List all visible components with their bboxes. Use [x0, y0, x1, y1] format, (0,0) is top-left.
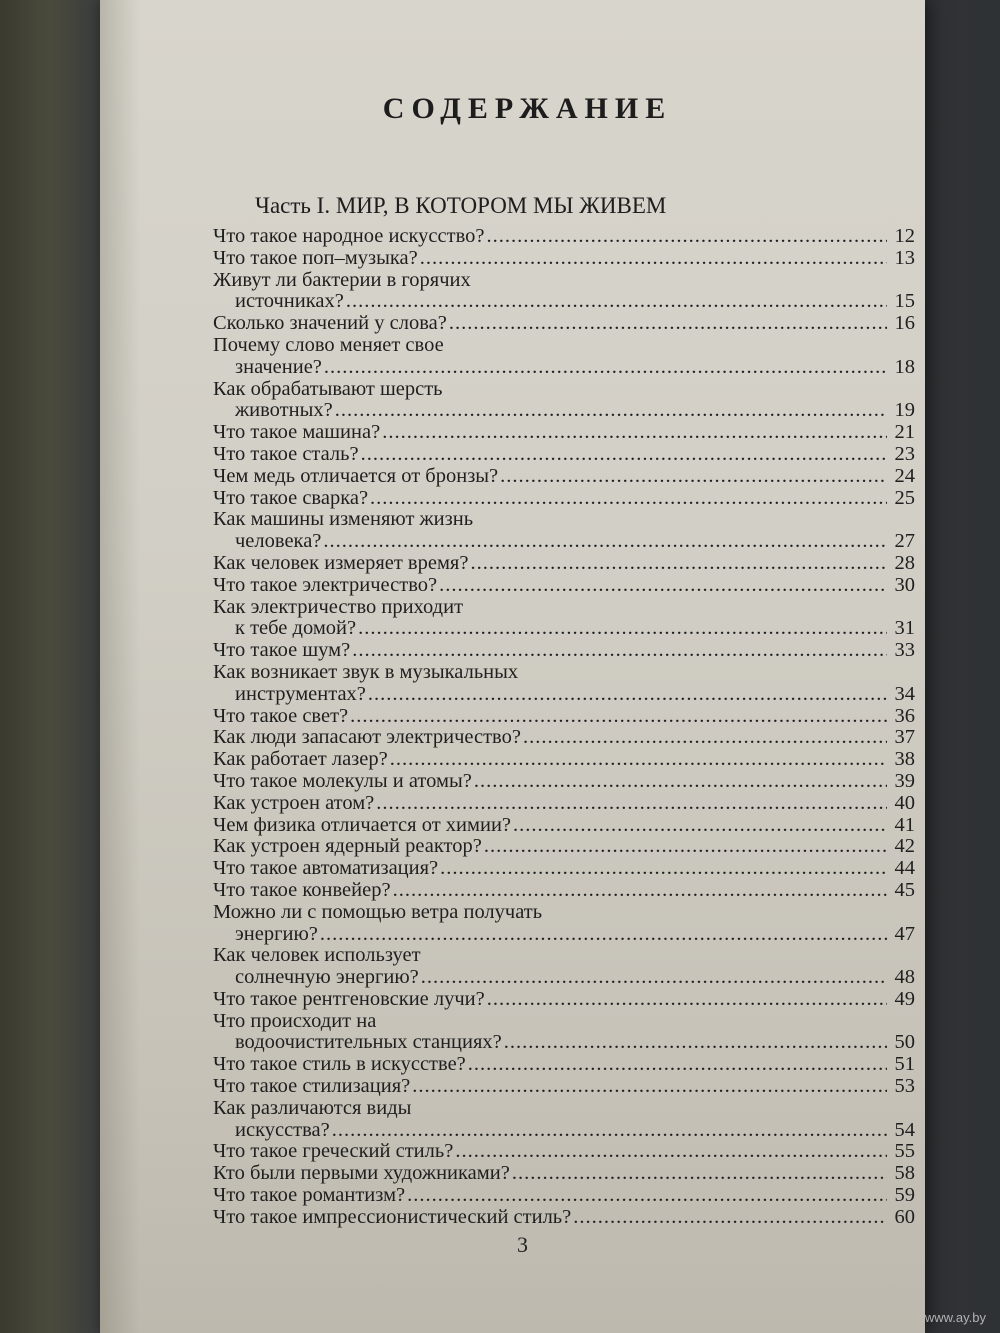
page-title: СОДЕРЖАНИЕ — [382, 92, 673, 125]
toc-entry — [213, 749, 915, 771]
toc-entry — [213, 597, 915, 641]
dot-leader — [504, 1032, 887, 1054]
toc-entry-page: 37 — [894, 726, 915, 749]
dot-leader — [324, 357, 887, 379]
dot-leader — [390, 749, 887, 771]
toc-entry-page: 47 — [894, 922, 915, 945]
toc-entry-title: Что такое импрессионистический стиль? — [213, 1205, 572, 1228]
toc-entry-title: Как работает лазер? — [213, 748, 388, 771]
toc-entry — [213, 575, 915, 597]
toc-entry-title: Чем физика отличается от химии? — [213, 813, 512, 836]
toc-entry — [213, 836, 915, 858]
toc-entry-page: 51 — [894, 1053, 915, 1076]
toc-entry — [213, 1185, 915, 1207]
toc-entry-title: Что такое романтизм? — [213, 1184, 406, 1207]
toc-entry — [213, 902, 915, 946]
toc-entry-page: 48 — [894, 966, 915, 989]
toc-entry — [213, 989, 915, 1011]
toc-entry-title: Как устроен атом? — [213, 791, 375, 814]
toc-entry-title: Как возникает звук в музыкальных — [213, 660, 519, 683]
toc-entry-title: Что такое сталь? — [213, 442, 359, 465]
toc-entry — [213, 248, 915, 270]
dot-leader — [358, 618, 887, 640]
toc-entry — [213, 488, 915, 510]
dot-leader — [320, 924, 887, 946]
toc-entry-page: 53 — [894, 1075, 915, 1098]
toc-entry — [213, 1054, 915, 1076]
toc-entry — [213, 422, 915, 444]
toc-entry-title: Что такое шум? — [213, 639, 351, 662]
dot-leader — [412, 1076, 887, 1098]
toc-entry-title: значение? — [235, 355, 322, 378]
toc-entry-page: 49 — [894, 987, 915, 1010]
toc-entry-title: водоочистительных станциях? — [235, 1031, 502, 1054]
toc-entry-title: Что такое конвейер? — [213, 878, 391, 901]
toc-entry-page: 54 — [894, 1118, 915, 1141]
dot-leader — [352, 640, 887, 662]
toc-entry-title: Что такое машина? — [213, 421, 381, 444]
dot-leader — [573, 1207, 887, 1229]
toc-entry-title: Что такое рентгеновские лучи? — [213, 987, 485, 1010]
toc-entry-title: Что такое электричество? — [213, 573, 438, 596]
toc-entry-title: Что такое поп–музыка? — [213, 246, 418, 269]
toc-entry — [213, 226, 915, 248]
dot-leader — [370, 488, 887, 510]
toc-entry-page: 15 — [894, 290, 915, 313]
dot-leader — [323, 531, 887, 553]
toc-entry-title: Как машины изменяют жизнь — [213, 508, 474, 531]
toc-entry-title: инструментах? — [235, 682, 366, 705]
toc-entry — [213, 1207, 915, 1229]
toc-entry-page: 19 — [894, 399, 915, 422]
toc-entry-page: 50 — [894, 1031, 915, 1054]
toc-entry-page: 24 — [894, 464, 915, 487]
page-number: 3 — [517, 1232, 528, 1257]
toc-entry-title: источниках? — [235, 290, 344, 313]
toc-entry-title: Живут ли бактерии в горячих — [213, 268, 471, 291]
dot-leader — [487, 989, 887, 1011]
dot-leader — [346, 291, 887, 313]
toc-entry-title: Что происходит на — [213, 1009, 377, 1032]
toc-entry-title: к тебе домой? — [235, 617, 357, 640]
part-heading: Часть I. МИР, В КОТОРОМ МЫ ЖИВЕМ — [255, 193, 667, 218]
dot-leader — [474, 771, 887, 793]
toc-entry-page: 55 — [894, 1140, 915, 1163]
toc-entry — [213, 640, 915, 662]
toc-entry — [213, 509, 915, 553]
toc-entry — [213, 313, 915, 335]
toc-entry — [213, 880, 915, 902]
dot-leader — [512, 1163, 887, 1185]
toc-entry — [213, 793, 915, 815]
toc-entry — [213, 1163, 915, 1185]
toc-entry-title: Что такое сварка? — [213, 486, 369, 509]
dot-leader — [368, 684, 887, 706]
toc-entry-title: Что такое стилизация? — [213, 1075, 411, 1098]
toc-entry-title: искусства? — [235, 1118, 330, 1141]
dot-leader — [455, 1141, 887, 1163]
dot-leader — [439, 575, 887, 597]
toc-entry — [213, 270, 915, 314]
toc-entry — [213, 662, 915, 706]
toc-entry-title: Что такое греческий стиль? — [213, 1140, 454, 1163]
toc-entry-page: 27 — [894, 530, 915, 553]
dot-leader — [382, 422, 887, 444]
toc-entry-title: Кто были первыми художниками? — [213, 1162, 510, 1185]
toc-entry-page: 18 — [894, 355, 915, 378]
dot-leader — [361, 444, 887, 466]
toc-entry-title: солнечную энергию? — [235, 966, 419, 989]
dot-leader — [470, 553, 887, 575]
toc-entry-title: Что такое стиль в искусстве? — [213, 1053, 466, 1076]
toc-entry — [213, 1076, 915, 1098]
toc-entry-title: энергию? — [235, 922, 318, 945]
toc-entry-page: 12 — [894, 225, 915, 247]
dot-leader — [407, 1185, 887, 1207]
toc-entry-title: Как человек измеряет время? — [213, 551, 469, 574]
toc-entry — [213, 553, 915, 575]
table-of-contents — [213, 226, 915, 1229]
dot-leader — [376, 793, 887, 815]
dot-leader — [513, 815, 887, 837]
toc-entry — [213, 444, 915, 466]
toc-entry-title: Что такое молекулы и атомы? — [213, 769, 472, 792]
dot-leader — [440, 858, 887, 880]
dot-leader — [332, 1120, 887, 1142]
dot-leader — [500, 466, 887, 488]
toc-entry-page: 42 — [894, 835, 915, 858]
toc-entry-page: 41 — [894, 813, 915, 836]
toc-entry-page: 13 — [894, 246, 915, 269]
toc-entry-title: Как электричество приходит — [213, 595, 464, 618]
dot-leader — [350, 706, 887, 728]
toc-entry-page: 21 — [894, 421, 915, 444]
toc-entry-title: Что такое автоматизация? — [213, 857, 439, 880]
toc-entry-page: 60 — [894, 1205, 915, 1228]
toc-entry — [213, 1098, 915, 1142]
toc-entry-page: 31 — [894, 617, 915, 640]
dot-leader — [420, 248, 887, 270]
toc-entry-page: 36 — [894, 704, 915, 727]
toc-entry-title: Как люди запасают электричество? — [213, 726, 521, 749]
dot-leader — [523, 727, 887, 749]
toc-entry — [213, 771, 915, 793]
toc-entry-page: 59 — [894, 1184, 915, 1207]
dot-leader — [449, 313, 887, 335]
book-page — [100, 0, 925, 1333]
toc-entry-page: 16 — [894, 312, 915, 335]
toc-entry-title: Как человек использует — [213, 944, 421, 967]
dot-leader — [421, 967, 887, 989]
toc-entry-page: 39 — [894, 769, 915, 792]
toc-entry-title: человека? — [235, 530, 322, 553]
toc-entry — [213, 466, 915, 488]
toc-entry-title: Сколько значений у слова? — [213, 312, 447, 335]
dot-leader — [335, 400, 887, 422]
toc-entry-page: 58 — [894, 1162, 915, 1185]
toc-entry-title: Можно ли с помощью ветра получать — [213, 900, 543, 923]
toc-entry-page: 23 — [894, 442, 915, 465]
dot-leader — [484, 836, 887, 858]
toc-entry-page: 38 — [894, 748, 915, 771]
toc-entry-page: 34 — [894, 682, 915, 705]
toc-entry-title: Что такое свет? — [213, 704, 349, 727]
toc-entry — [213, 815, 915, 837]
toc-entry-page: 30 — [894, 573, 915, 596]
toc-entry — [213, 1011, 915, 1055]
dot-leader — [393, 880, 887, 902]
toc-entry-title: Как устроен ядерный реактор? — [213, 835, 482, 858]
dot-leader — [486, 226, 887, 248]
toc-entry — [213, 727, 915, 749]
watermark: www.ay.by — [924, 1310, 986, 1325]
toc-entry-title: Как различаются виды — [213, 1096, 412, 1119]
toc-entry-page: 28 — [894, 551, 915, 574]
toc-entry-page: 25 — [894, 486, 915, 509]
toc-entry-title: Почему слово меняет свое — [213, 333, 444, 356]
toc-entry-page: 45 — [894, 878, 915, 901]
toc-entry-title: животных? — [235, 399, 333, 422]
toc-entry — [213, 858, 915, 880]
toc-entry — [213, 379, 915, 423]
toc-entry — [213, 335, 915, 379]
toc-entry-page: 44 — [894, 857, 915, 880]
toc-entry — [213, 1141, 915, 1163]
toc-entry-page: 33 — [894, 639, 915, 662]
toc-entry-title: Чем медь отличается от бронзы? — [213, 464, 499, 487]
toc-entry-title: Как обрабатывают шерсть — [213, 377, 443, 400]
toc-entry-page: 40 — [894, 791, 915, 814]
toc-entry — [213, 706, 915, 728]
toc-entry-title: Что такое народное искусство? — [213, 225, 485, 247]
dot-leader — [468, 1054, 887, 1076]
toc-entry — [213, 945, 915, 989]
